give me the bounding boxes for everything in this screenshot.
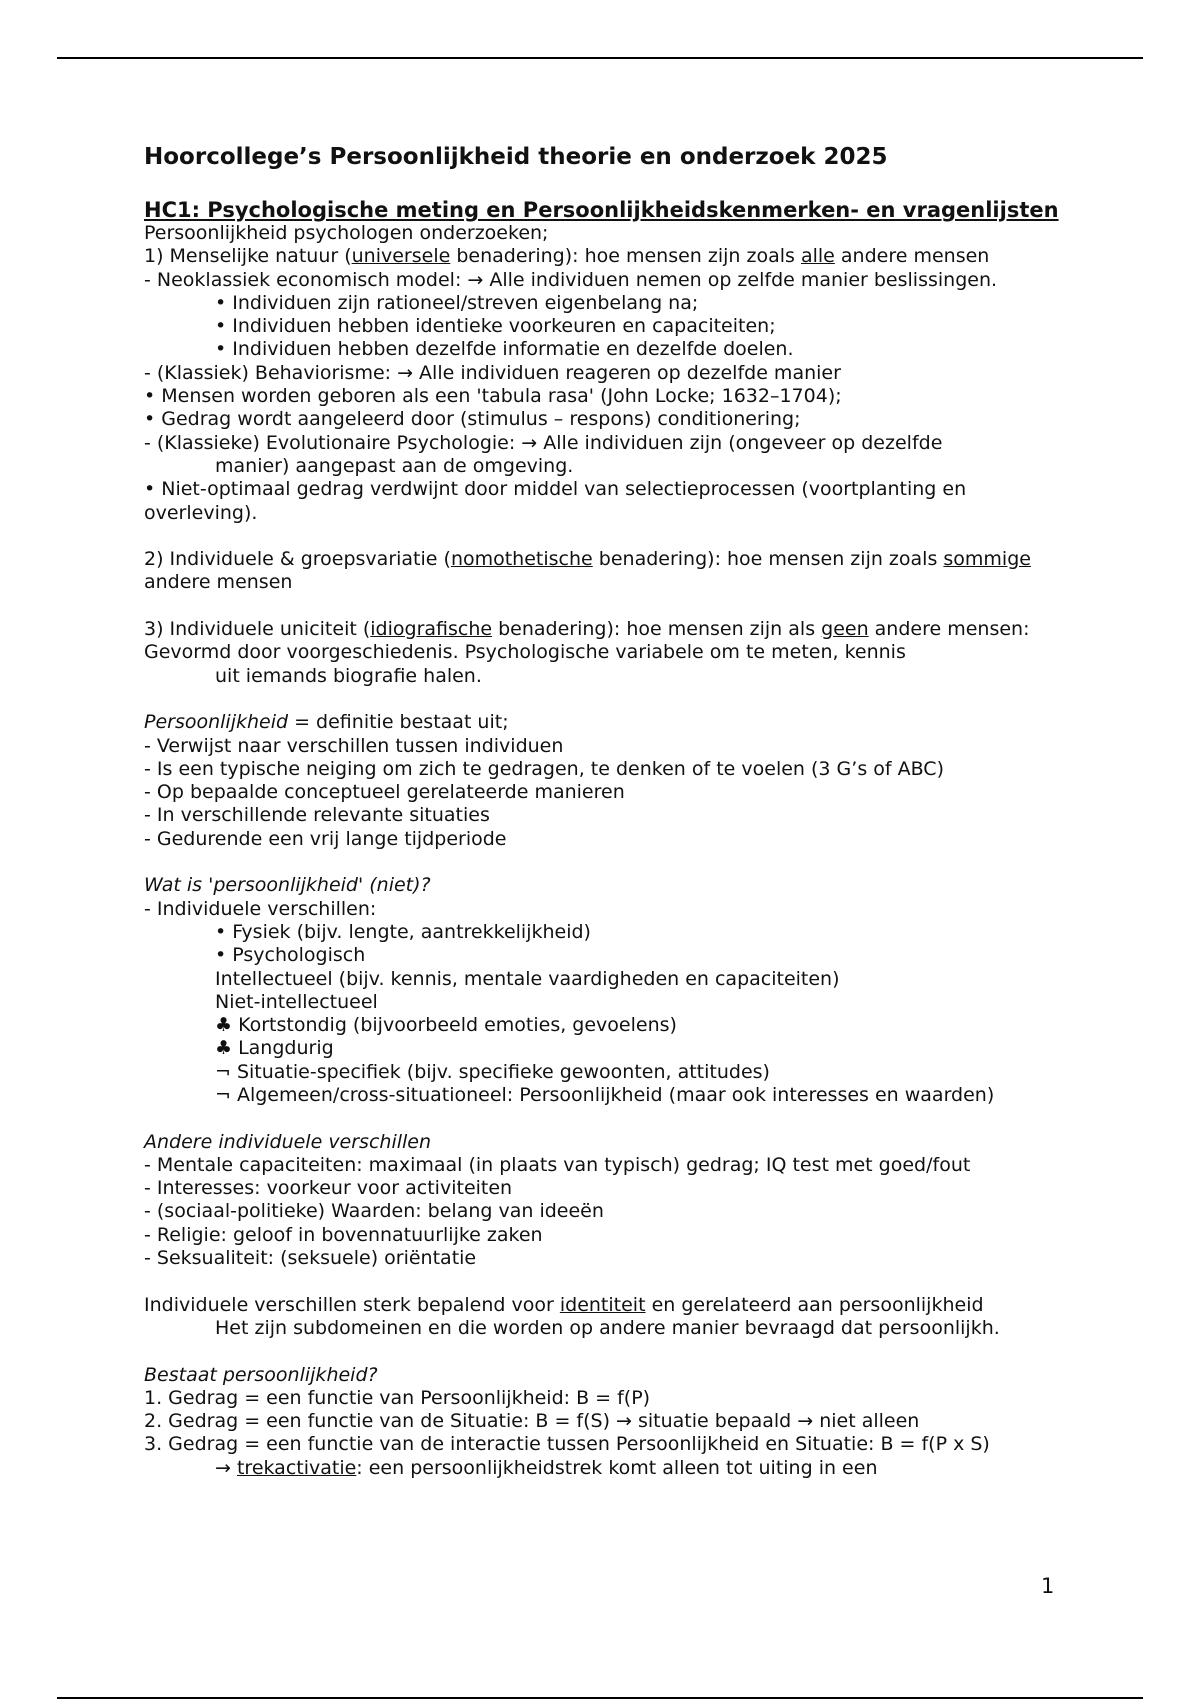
bullet-item: • Gedrag wordt aangeleerd door (stimulus – respons) conditionering; <box>144 408 801 431</box>
section-heading-hc1: HC1: Psychologische meting en Persoonlijkheidskenmerken- en vragenlijsten <box>144 198 1059 222</box>
list-item: ♣ Langdurig <box>215 1037 334 1060</box>
bullet-item: • Individuen hebben identieke voorkeuren en capaciteiten; <box>215 315 776 338</box>
point-3-paragraph: 3) Individuele uniciteit (idiografische benadering): hoe mensen zijn als geen andere mensen: Gevormd door voorgeschiedenis. Psychologische variabele om te meten, kennis <box>144 618 1030 664</box>
numbered-item: 1. Gedrag = een functie van Persoonlijkheid: B = f(P) <box>144 1386 651 1409</box>
list-item: - (sociaal-politieke) Waarden: belang van ideeën <box>144 1200 604 1223</box>
point-3-continuation: uit iemands biografie halen. <box>215 664 482 687</box>
underlined-term: sommige <box>943 548 1031 571</box>
evolutionaire-line: - (Klassieke) Evolutionaire Psychologie: → Alle individuen zijn (ongeveer op dezelfde <box>144 431 943 454</box>
point-2-paragraph: 2) Individuele & groepsvariatie (nomothetische benadering): hoe mensen zijn zoals sommige andere mensen <box>144 548 1031 594</box>
trekactivatie-line: → trekactivatie: een persoonlijkheidstrek komt alleen tot uiting in een <box>215 1456 878 1479</box>
footer-rule <box>57 1697 1143 1699</box>
definition-item: - Gedurende een vrij lange tijdperiode <box>144 827 507 850</box>
header-rule <box>57 57 1143 59</box>
underlined-term: idiografische <box>370 618 493 641</box>
subheading-bestaat: Bestaat persoonlijkheid? <box>144 1363 378 1386</box>
list-item: Intellectueel (bijv. kennis, mentale vaardigheden en capaciteiten) <box>215 967 840 990</box>
underlined-term: nomothetische <box>450 548 593 571</box>
list-item: • Fysiek (bijv. lengte, aantrekkelijkheid) <box>215 920 591 943</box>
definition-item: - In verschillende relevante situaties <box>144 804 490 827</box>
list-item: ¬ Situatie-specifiek (bijv. specifieke gewoonten, attitudes) <box>215 1060 770 1083</box>
list-item: - Religie: geloof in bovennatuurlijke zaken <box>144 1223 543 1246</box>
underlined-term: geen <box>821 618 869 641</box>
numbered-item: 3. Gedrag = een functie van de interactie tussen Persoonlijkheid en Situatie: B = f(P x S) <box>144 1433 990 1456</box>
definition-item: - Op bepaalde conceptueel gerelateerde manieren <box>144 781 625 804</box>
bullet-item: • Individuen zijn rationeel/streven eigenbelang na; <box>215 291 699 314</box>
numbered-item: 2. Gedrag = een functie van de Situatie: B = f(S) → situatie bepaald → niet alleen <box>144 1410 920 1433</box>
list-item: - Mentale capaciteiten: maximaal (in plaats van typisch) gedrag; IQ test met goed/fout <box>144 1153 971 1176</box>
bullet-item: • Mensen worden geboren als een 'tabula rasa' (John Locke; 1632–1704); <box>144 385 842 408</box>
list-item: ♣ Kortstondig (bijvoorbeeld emoties, gevoelens) <box>215 1014 677 1037</box>
identiteit-continuation: Het zijn subdomeinen en die worden op andere manier bevraagd dat persoonlijkh. <box>215 1316 1000 1339</box>
point-1-line: 1) Menselijke natuur (universele benadering): hoe mensen zijn zoals alle andere mensen <box>144 245 990 268</box>
list-intro: - Individuele verschillen: <box>144 897 377 920</box>
behaviorisme-line: - (Klassiek) Behaviorisme: → Alle individuen reageren op dezelfde manier <box>144 361 841 384</box>
neoklassiek-line: - Neoklassiek economisch model: → Alle individuen nemen op zelfde manier beslissingen. <box>144 268 998 291</box>
list-item: • Psychologisch <box>215 944 366 967</box>
subheading-andere: Andere individuele verschillen <box>144 1130 432 1153</box>
document-title: Hoorcollege’s Persoonlijkheid theorie en onderzoek 2025 <box>144 144 888 170</box>
definition-line: Persoonlijkheid = definitie bestaat uit; <box>144 711 509 734</box>
definition-item: - Verwijst naar verschillen tussen individuen <box>144 734 564 757</box>
underlined-term: alle <box>800 245 835 268</box>
document-body <box>144 142 1074 1480</box>
underlined-term: trekactivatie <box>236 1456 357 1479</box>
list-item: Niet-intellectueel <box>215 990 378 1013</box>
list-item: ¬ Algemeen/cross-situationeel: Persoonlijkheid (maar ook interesses en waarden) <box>215 1083 995 1106</box>
bullet-item: • Niet-optimaal gedrag verdwijnt door middel van selectieprocessen (voortplanting en overleving). <box>144 478 967 524</box>
list-item: - Interesses: voorkeur voor activiteiten <box>144 1177 513 1200</box>
underlined-term: universele <box>351 245 451 268</box>
list-item: - Seksualiteit: (seksuele) oriëntatie <box>144 1247 477 1270</box>
bullet-item: • Individuen hebben dezelfde informatie en dezelfde doelen. <box>215 338 794 361</box>
page-number: 1 <box>1041 1574 1055 1598</box>
definition-item: - Is een typische neiging om zich te gedragen, te denken of te voelen (3 G’s of ABC) <box>144 757 944 780</box>
intro-line: Persoonlijkheid psychologen onderzoeken; <box>144 222 549 244</box>
subheading-wat-is: Wat is 'persoonlijkheid' (niet)? <box>144 874 431 897</box>
underlined-term: identiteit <box>559 1293 646 1316</box>
identiteit-line: Individuele verschillen sterk bepalend voor identiteit en gerelateerd aan persoonlijkheid <box>144 1293 984 1316</box>
evolutionaire-continuation: manier) aangepast aan de omgeving. <box>215 454 574 477</box>
